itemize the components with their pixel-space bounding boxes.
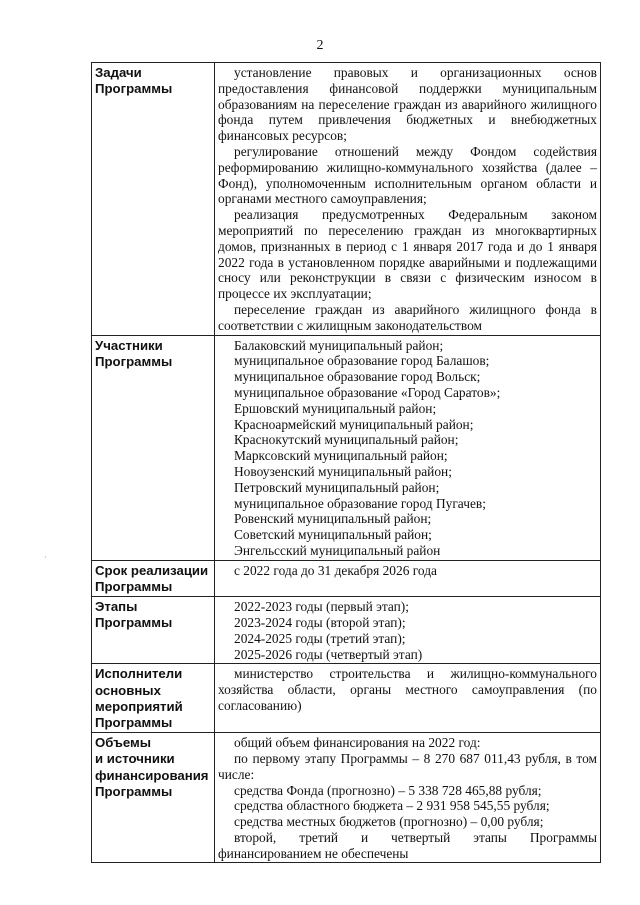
row-label: Участники Программы (92, 335, 215, 560)
paragraph: установление правовых и организационных основ предоставления финансовой поддержки муниципальным образованиям на переселение граждан из аварийного жилищного фонда путем привлечения бюджетных и внебюджетных финансовых ресурсов; (218, 65, 597, 144)
row-label: Задачи Программы (92, 63, 215, 336)
paragraph: по первому этапу Программы – 8 270 687 011,43 рубля, в том числе: (218, 750, 597, 782)
list-item: муниципальное образование город Балашов; (234, 353, 490, 369)
row-label: Исполнители основных мероприятий Программы (92, 664, 215, 733)
paragraph: средства областного бюджета – 2 931 958 545,55 рубля; (234, 798, 550, 814)
list-item: Балаковский муниципальный район; (234, 337, 444, 353)
table-row-tasks (92, 63, 601, 336)
margin-dot: · (44, 553, 47, 562)
list-item: с 2022 года до 31 декабря 2026 года (234, 562, 437, 578)
list-item: Советский муниципальный район; (234, 527, 432, 543)
list-item: муниципальное образование город Вольск; (234, 369, 481, 385)
list-item: Краснокутский муниципальный район; (234, 432, 459, 448)
table-row-term (92, 560, 601, 596)
paragraph: второй, третий и четвертый этапы Программы финансированием не обеспечены (218, 829, 597, 861)
table-row-stages (92, 597, 601, 664)
list-item: 2023-2024 годы (второй этап); (234, 614, 406, 630)
paragraph: средства Фонда (прогнозно) – 5 338 728 465,88 рубля; (234, 782, 542, 798)
table-row-executors (92, 664, 601, 733)
program-passport-table (91, 62, 601, 863)
paragraph: регулирование отношений между Фондом содействия реформированию жилищно-коммунального хозяйства (далее – Фонд), уполномоченным исполнительным органом области и органами местного самоуправления; (218, 143, 597, 207)
list-item: Ровенский муниципальный район; (234, 511, 432, 527)
row-content (215, 664, 601, 733)
list-item: Новоузенский муниципальный район; (234, 463, 452, 479)
list-item: 2022-2023 годы (первый этап); (234, 599, 409, 615)
row-content (215, 733, 601, 863)
row-content (215, 63, 601, 336)
paragraph: министерство строительства и жилищно-коммунального хозяйства области, органы местного самоуправления (по согласованию) (218, 666, 597, 713)
table-row-funding (92, 733, 601, 863)
row-label: Объемы и источники финансирования Программы (92, 733, 215, 863)
row-label: Этапы Программы (92, 597, 215, 664)
list-item: 2024-2025 годы (третий этап); (234, 630, 406, 646)
paragraph: средства местных бюджетов (прогнозно) – 0,00 рубля; (234, 814, 544, 830)
row-label: Срок реализации Программы (92, 560, 215, 596)
table-row-participants (92, 335, 601, 560)
list-item: Энгельсский муниципальный район (234, 542, 441, 558)
list-item: Марксовский муниципальный район; (234, 448, 448, 464)
paragraph: общий объем финансирования на 2022 год: (234, 735, 481, 751)
page-number: 2 (316, 38, 324, 53)
row-content (215, 335, 601, 560)
list-item: муниципальное образование город Пугачев; (234, 495, 486, 511)
paragraph: переселение граждан из аварийного жилищного фонда в соответствии с жилищным законодательством (218, 301, 597, 333)
list-item: Ершовский муниципальный район; (234, 400, 437, 416)
list-item: Красноармейский муниципальный район; (234, 416, 474, 432)
list-item: Петровский муниципальный район; (234, 479, 440, 495)
row-content (215, 597, 601, 664)
list-item: муниципальное образование «Город Саратов»; (234, 384, 501, 400)
list-item: 2025-2026 годы (четвертый этап) (234, 646, 423, 662)
row-content (215, 560, 601, 596)
paragraph: реализация предусмотренных Федеральным законом мероприятий по переселению граждан из многоквартирных домов, признанных в период с 1 января 2017 года и до 1 января 2022 года в установленном порядке аварийными и подлежащими сносу или реконструкции в связи с физическим износом в процессе их эксплуатации; (218, 207, 597, 302)
